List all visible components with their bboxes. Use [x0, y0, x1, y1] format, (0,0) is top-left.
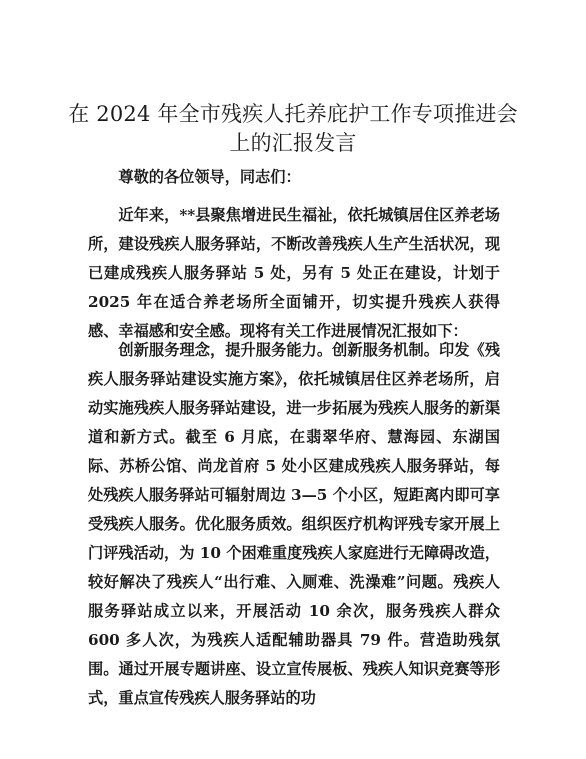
body-paragraph-1: 近年来，**县聚焦增进民生福祉，依托城镇居住区养老场所，建设残疾人服务驿站，不断改善残疾人生产生活状况，现已建成残疾人服务驿站 5 处，另有 5 处正在建设，计划于 2025 年在适合养老场所全面铺开，切实提升残疾人获得感、幸福感和安全感。现将有关工作进展情况汇报如下：: [88, 206, 500, 340]
greeting-line: 尊敬的各位领导，同志们：: [118, 168, 301, 186]
document-title: 在 2024 年全市残疾人托养庇护工作专项推进会上的汇报发言: [68, 102, 518, 155]
body-paragraph-2: 创新服务理念，提升服务能力。创新服务机制。印发《残疾人服务驿站建设实施方案》，依托城镇居住区养老场所，启动实施残疾人服务驿站建设，进一步拓展为残疾人服务的新渠道和新方式。截至 6 月底，在翡翠华府、慧海园、东湖国际、苏桥公馆、尚龙首府 5 处小区建成残疾人服务驿站，每处残疾人服务驿站可辐射周边 3—5 个小区，短距离内即可享受残疾人服务。优化服务质效。组织医疗机构评残专家开展上门评残活动，为 10 个困难重度残疾人家庭进行无障碍改造，较好解决了残疾人“出行难、入厕难、洗澡难”问题。残疾人服务驿站成立以来，开展活动 10 余次，服务残疾人群众 600 多人次，为残疾人适配辅助器具 79 件。营造助残氛围。通过开展专题讲座、设立宣传展板、残疾人知识竞赛等形式，重点宣传残疾人服务驿站的功: [88, 341, 500, 707]
